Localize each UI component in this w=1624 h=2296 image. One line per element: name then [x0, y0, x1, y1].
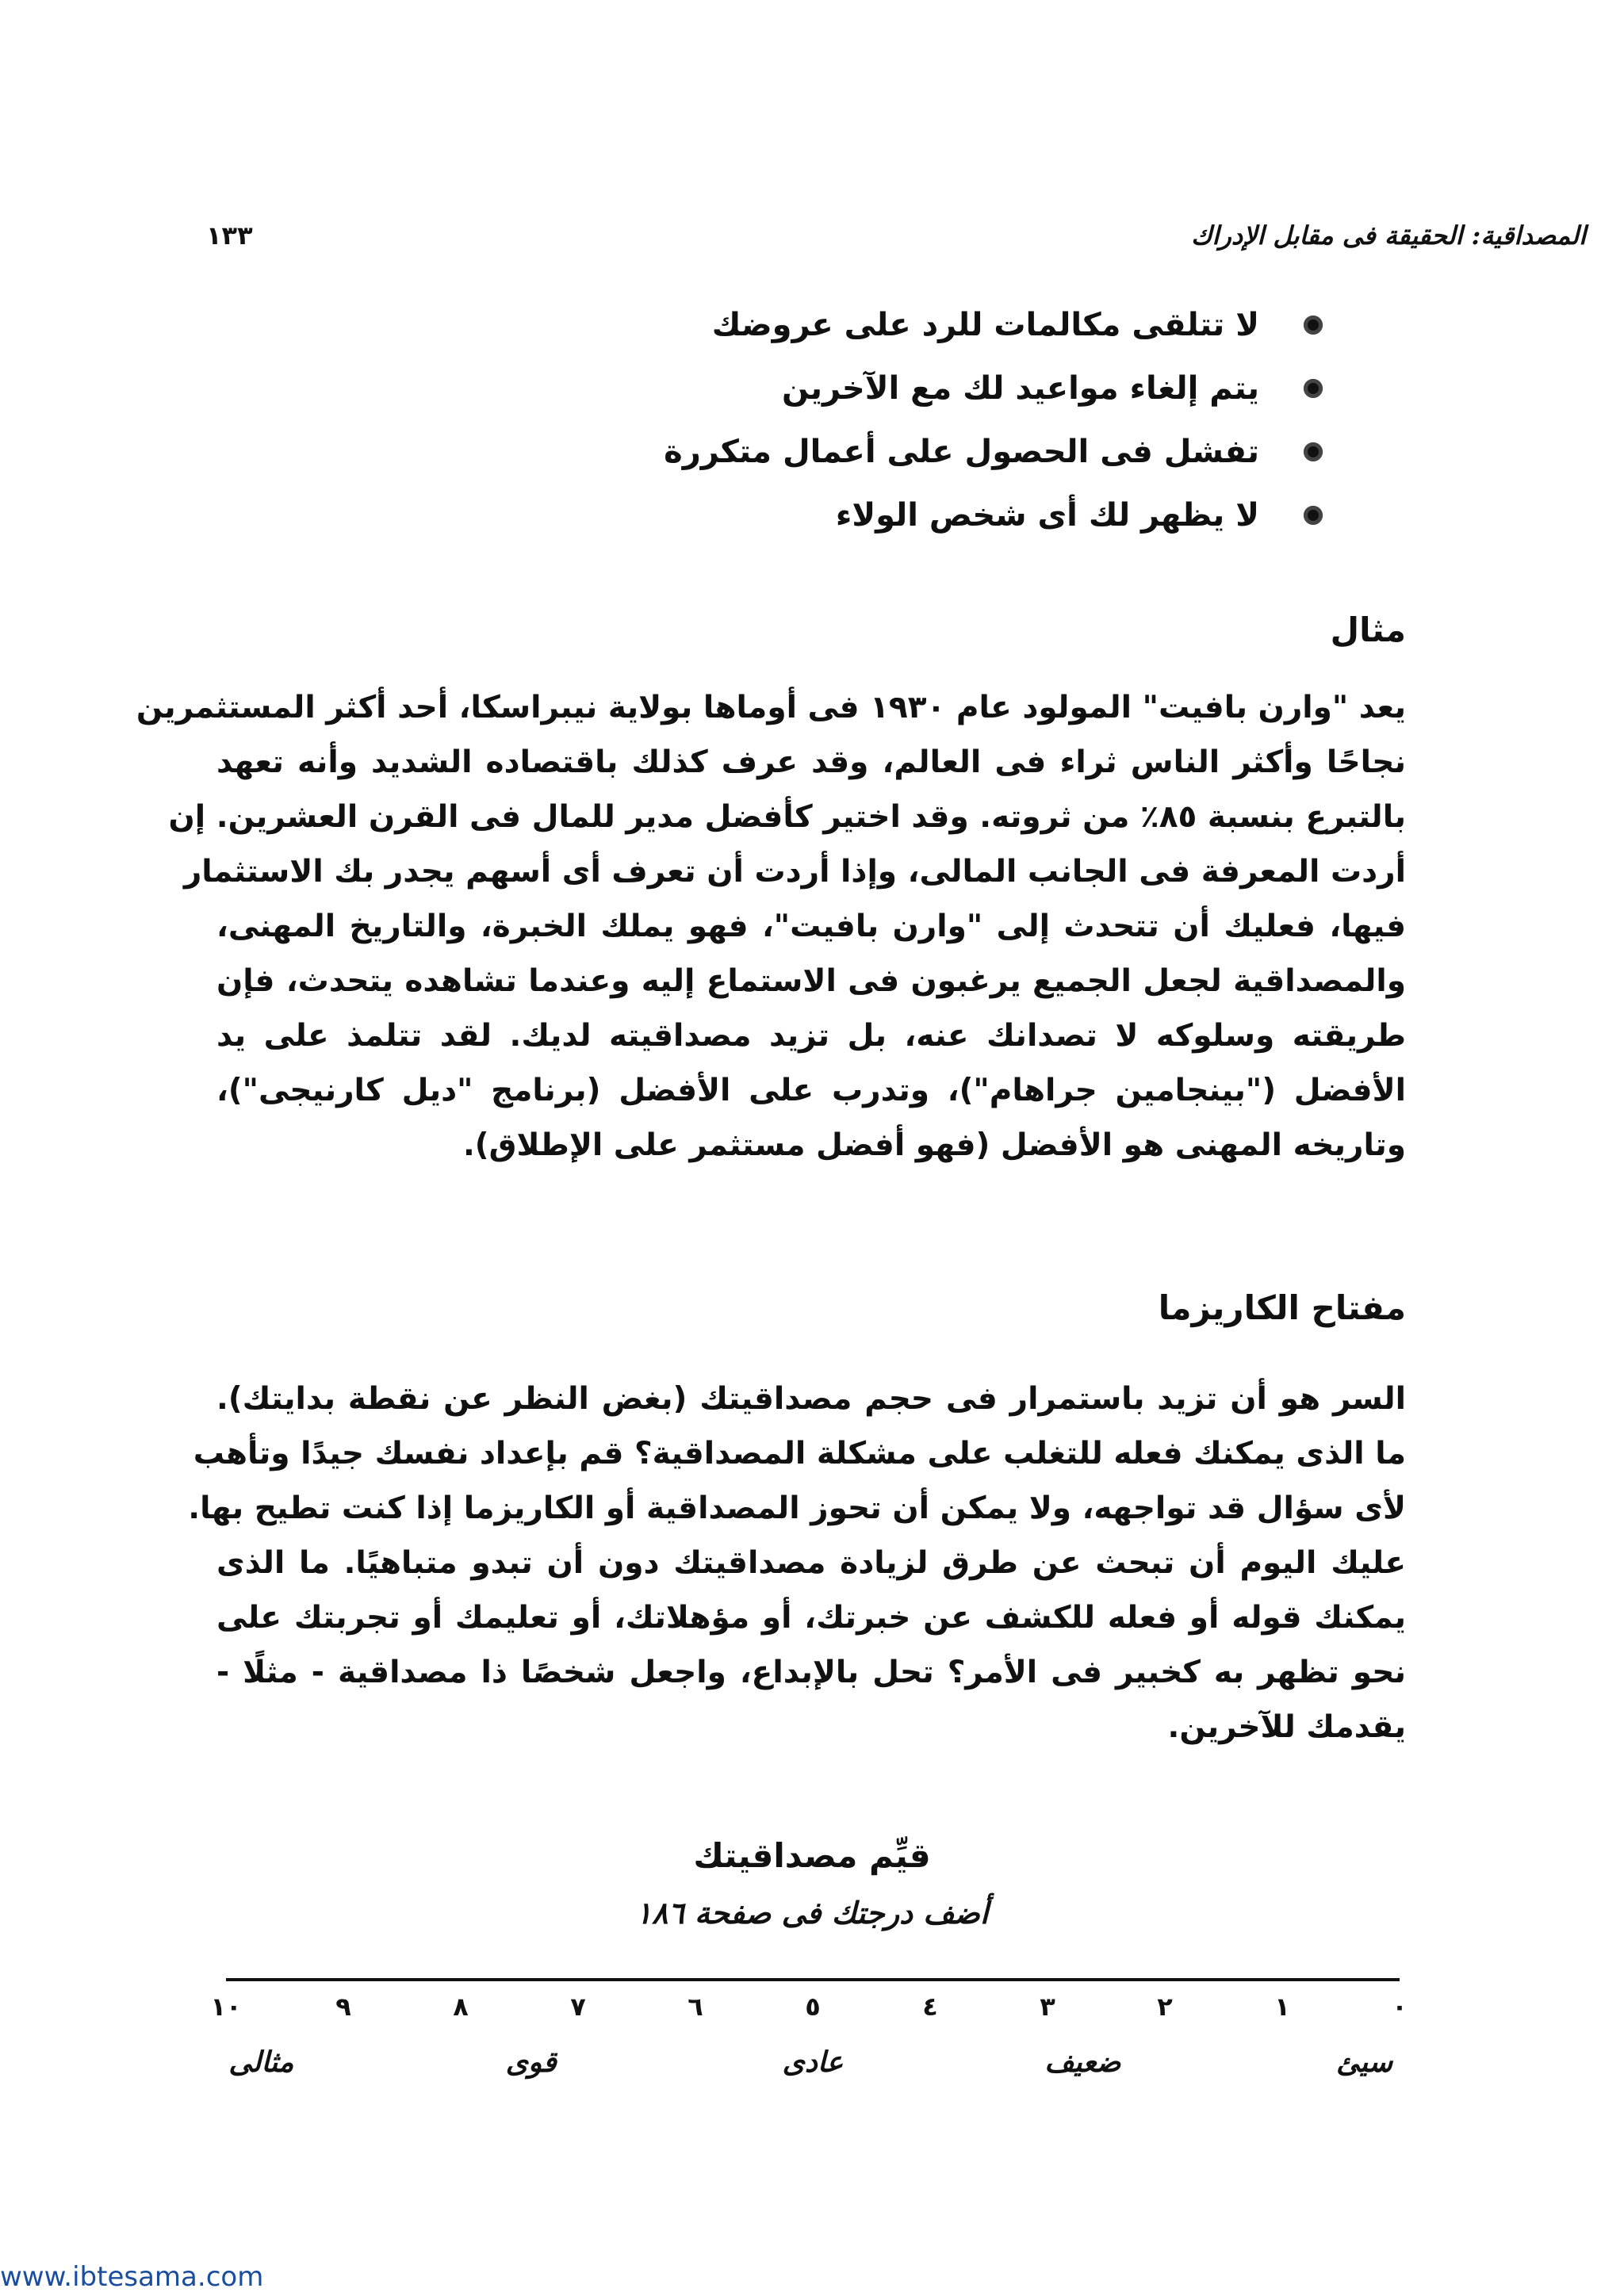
- bullet-item: [530, 293, 1323, 357]
- text-line: بالتبرع بنسبة ٨٥٪ من ثروته. وقد اختير كأفضل مدير للمال فى القرن العشرين. إن: [168, 799, 1406, 835]
- scale-number: ٢: [1157, 1992, 1173, 2022]
- text-line: والمصداقية لجعل الجميع يرغبون فى الاستماع إليه وعندما تشاهده يتحدث، فإن: [216, 963, 1406, 999]
- text-line: يمكنك قوله أو فعله للكشف عن خبرتك، أو مؤهلاتك، أو تعليمك أو تجربتك على: [216, 1600, 1406, 1636]
- example-paragraph: [136, 680, 1406, 1173]
- bullet-icon: [1304, 506, 1323, 525]
- scale-number: ٨: [453, 1992, 469, 2022]
- rating-scale-title: قيِّم مصداقيتك: [693, 1836, 931, 1875]
- text-line: طريقته وسلوكه لا تصدانك عنه، بل تزيد مصداقيته لديك. لقد تتلمذ على يد: [216, 1018, 1406, 1054]
- bullet-text: تفشل فى الحصول على أعمال متكررة: [664, 434, 1259, 470]
- watermark-url[interactable]: www.ibtesama.com: [0, 2261, 264, 2293]
- scale-number: ٧: [570, 1992, 586, 2022]
- bullet-icon: [1304, 442, 1323, 461]
- rating-scale-rule: [226, 1978, 1400, 1981]
- bullet-list: [530, 293, 1323, 547]
- section-heading-charisma: مفتاح الكاريزما: [1158, 1288, 1406, 1327]
- bullet-item: [530, 357, 1323, 420]
- bullet-icon: [1304, 316, 1323, 335]
- bullet-item: [530, 420, 1323, 484]
- text-line: نحو تظهر به كخبير فى الأمر؟ تحل بالإبداع، واجعل شخصًا ذا مصداقية - مثلًا -: [216, 1655, 1406, 1690]
- text-line: يعد "وارن بافيت" المولود عام ١٩٣٠ فى أوماها بولاية نيبراسكا، أحد أكثر المستثمرين: [136, 690, 1406, 725]
- page-number: ١٣٣: [206, 220, 253, 251]
- rating-scale-numbers: [210, 1992, 1408, 2031]
- scale-number: ٦: [688, 1992, 703, 2022]
- scale-number: ٠: [1392, 1992, 1408, 2022]
- text-line: السر هو أن تزيد باستمرار فى حجم مصداقيتك (بغض النظر عن نقطة بدايتك).: [216, 1381, 1406, 1417]
- scale-number: ١٠: [210, 1992, 242, 2022]
- scale-number: ٣: [1040, 1992, 1055, 2022]
- charisma-paragraph: [188, 1372, 1406, 1755]
- bullet-text: لا تتلقى مكالمات للرد على عروضك: [711, 307, 1259, 343]
- rating-scale-labels: [226, 2045, 1400, 2093]
- text-line: فيها، فعليك أن تتحدث إلى "وارن بافيت"، فهو يملك الخبرة، والتاريخ المهنى،: [216, 909, 1406, 944]
- scale-number: ٤: [922, 1992, 938, 2022]
- text-line: لأى سؤال قد تواجهه، ولا يمكن أن تحوز المصداقية أو الكاريزما إذا كنت تطيح بها.: [188, 1490, 1406, 1526]
- bullet-icon: [1304, 379, 1323, 398]
- text-line: نجاحًا وأكثر الناس ثراء فى العالم، وقد عرف كذلك باقتصاده الشديد وأنه تعهد: [216, 744, 1406, 780]
- bullet-item: [530, 484, 1323, 547]
- scale-label-poor: سيئ: [1336, 2045, 1393, 2079]
- text-line: ما الذى يمكنك فعله للتغلب على مشكلة المصداقية؟ قم بإعداد نفسك جيدًا وتأهب: [193, 1436, 1406, 1471]
- text-line: يقدمك للآخرين.: [1167, 1709, 1406, 1745]
- scale-label-ideal: مثالى: [228, 2045, 294, 2079]
- text-line: الأفضل ("بينجامين جراهام")، وتدرب على الأفضل (برنامج "ديل كارنيجى")،: [216, 1073, 1406, 1108]
- running-head: [206, 220, 1586, 260]
- scale-label-average: عادى: [782, 2045, 844, 2079]
- bullet-text: لا يظهر لك أى شخص الولاء: [835, 497, 1259, 534]
- scale-label-weak: ضعيف: [1044, 2045, 1121, 2079]
- bullet-text: يتم إلغاء مواعيد لك مع الآخرين: [781, 370, 1259, 407]
- scale-label-strong: قوى: [505, 2045, 557, 2079]
- scale-number: ٩: [335, 1992, 351, 2022]
- scale-number: ٥: [805, 1992, 821, 2022]
- section-heading-example: مثال: [1330, 610, 1406, 649]
- rating-scale-subtitle: أضف درجتك فى صفحة ١٨٦: [635, 1895, 989, 1931]
- text-line: أردت المعرفة فى الجانب المالى، وإذا أردت أن تعرف أى أسهم يجدر بك الاستثمار: [183, 854, 1406, 890]
- scale-number: ١: [1274, 1992, 1290, 2022]
- text-line: عليك اليوم أن تبحث عن طرق لزيادة مصداقيتك دون أن تبدو متباهيًا. ما الذى: [216, 1545, 1406, 1581]
- running-title: المصداقية: الحقيقة فى مقابل الإدراك: [1191, 220, 1586, 251]
- text-line: وتاريخه المهنى هو الأفضل (فهو أفضل مستثمر على الإطلاق).: [462, 1127, 1406, 1163]
